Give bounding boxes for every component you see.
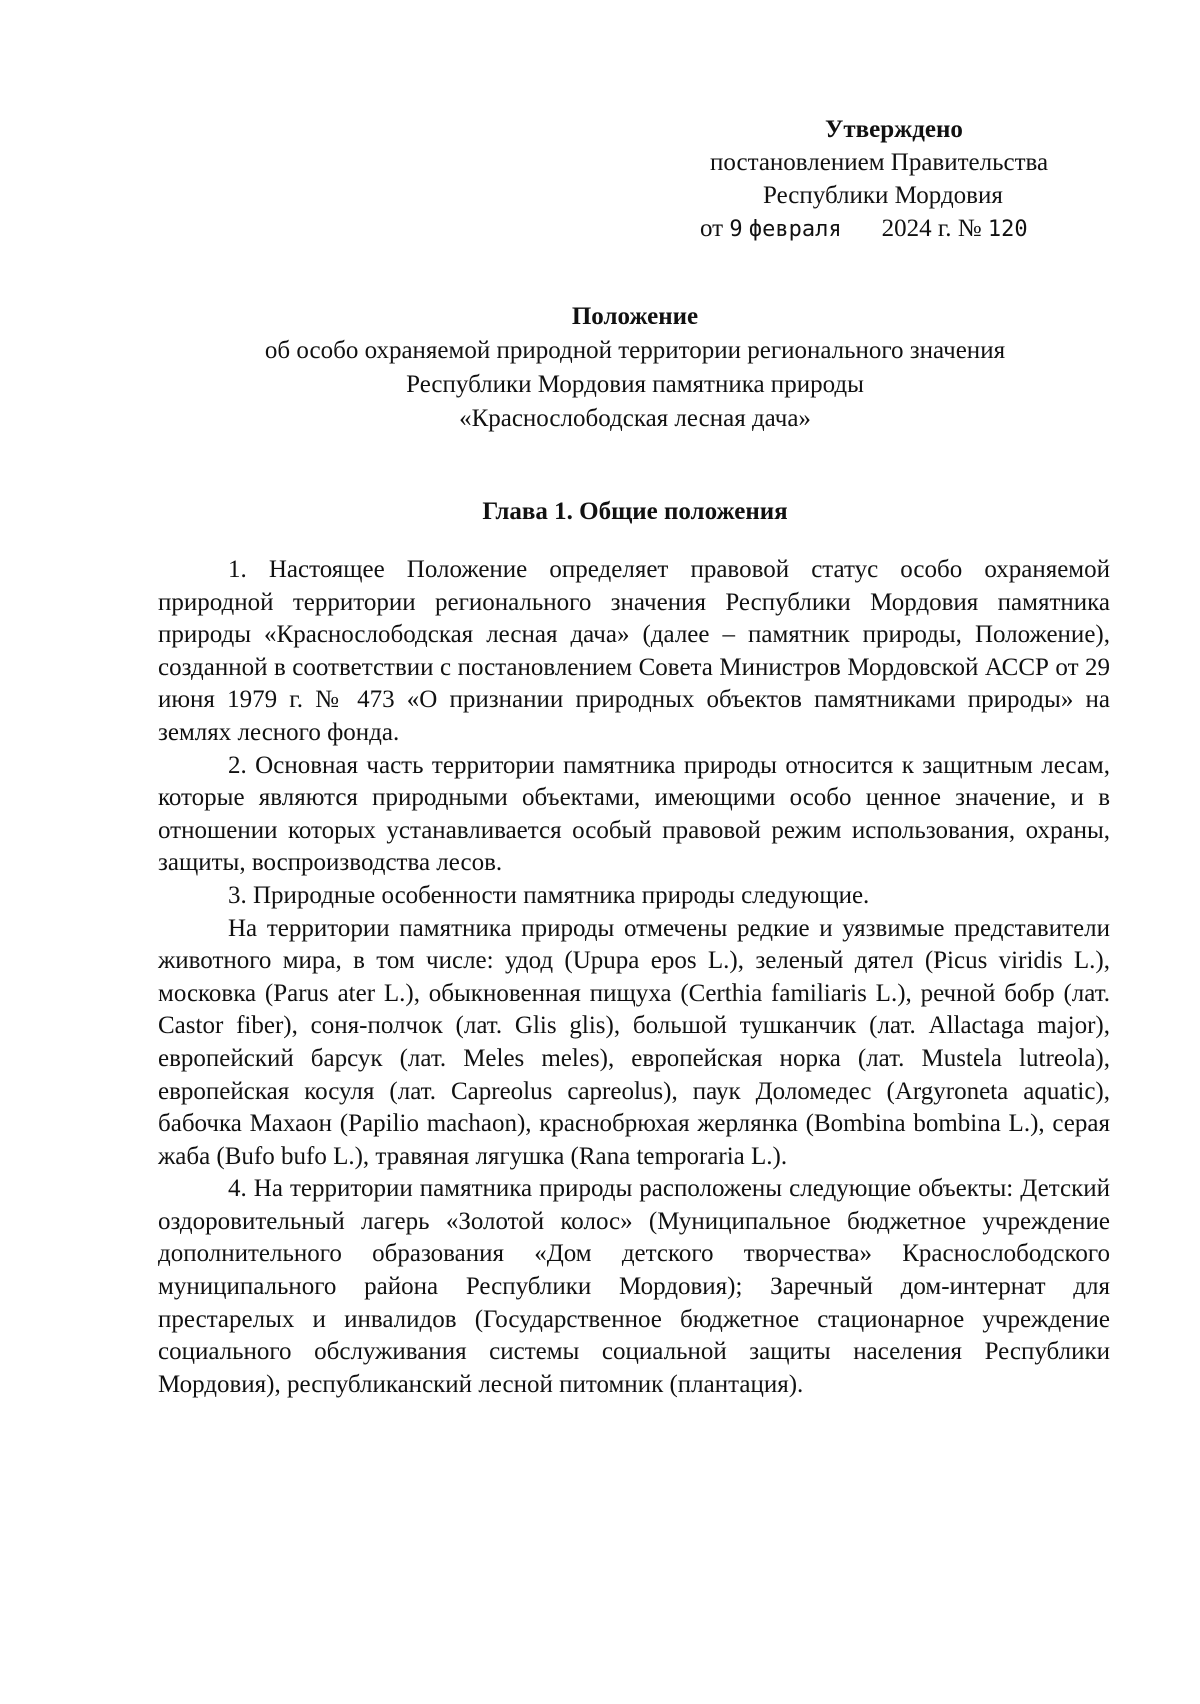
approval-number: 120 bbox=[987, 217, 1028, 242]
document-title: Положение bbox=[571, 303, 699, 330]
approval-date-line bbox=[700, 212, 1100, 246]
approval-line-resolution: постановлением Правительства bbox=[710, 149, 1049, 176]
paragraph-3: 3. Природные особенности памятника природы следующие. bbox=[228, 881, 870, 909]
approval-month: февраля bbox=[748, 217, 842, 242]
document-subtitle-line: Республики Мордовия памятника природы bbox=[406, 371, 864, 398]
approval-title: Утверждено bbox=[825, 116, 963, 143]
chapter-heading: Глава 1. Общие положения bbox=[482, 498, 788, 525]
paragraph-3-fauna: На территории памятника природы отмечены редкие и уязвимые представители животного мира, в том числе: удод (Upupa epos L.), зеленый дятел (Picus viridis L.), московка (Parus ater L.), обыкновенная пищуха (Certhia familiaris L.), речной бобр (лат. Castor fiber), соня-полчок (лат. Glis glis), большой тушканчик (лат. Allactaga major), европейский барсук (лат. Meles meles), европейская норка (лат. Mustela lutreola), европейская косуля (лат. Capreolus capreolus), паук Доломедес (Argyroneta aquatic), бабочка Махаон (Papilio machaon), краснобрюхая жерлянка (Bombina bombina L.), серая жаба (Bufo bufo L.), травяная лягушка (Rana temporaria L.). bbox=[158, 914, 1110, 1170]
document-subtitle-line: об особо охраняемой природной территории регионального значения bbox=[264, 337, 1006, 364]
chapter-body bbox=[158, 554, 1110, 1401]
document-subtitle-line: «Краснослободская лесная дача» bbox=[459, 405, 811, 432]
approval-year: 2024 г. № bbox=[881, 215, 982, 242]
approval-block bbox=[700, 113, 1100, 246]
approval-day: 9 bbox=[729, 217, 743, 242]
approval-line-republic: Республики Мордовия bbox=[763, 182, 1003, 209]
approval-prefix: от bbox=[700, 215, 724, 242]
paragraph-2: 2. Основная часть территории памятника природы относится к защитным лесам, которые являются природными объектами, имеющими особо ценное значение, и в отношении которых устанавливается особый правовой режим использования, охраны, защиты, воспроизводства лесов. bbox=[158, 751, 1110, 877]
document-title-block bbox=[120, 300, 1150, 436]
paragraph-1: 1. Настоящее Положение определяет правовой статус особо охраняемой природной территории регионального значения Республики Мордовия памятника природы «Краснослободская лесная дача» (далее – памятник природы, Положение), созданной в соответствии с постановлением Совета Министров Мордовской АССР от 29 июня 1979 г. № 473 «О признании природных объектов памятниками природы» на землях лесного фонда. bbox=[158, 556, 1110, 746]
paragraph-4: 4. На территории памятника природы расположены следующие объекты: Детский оздоровительный лагерь «Золотой колос» (Муниципальное бюджетное учреждение дополнительного образования «Дом детского творчества» Краснослободского муниципального района Республики Мордовия); Заречный дом-интернат для престарелых и инвалидов (Государственное бюджетное стационарное учреждение социального обслуживания системы социальной защиты населения Республики Мордовия), республиканский лесной питомник (плантация). bbox=[158, 1175, 1110, 1398]
